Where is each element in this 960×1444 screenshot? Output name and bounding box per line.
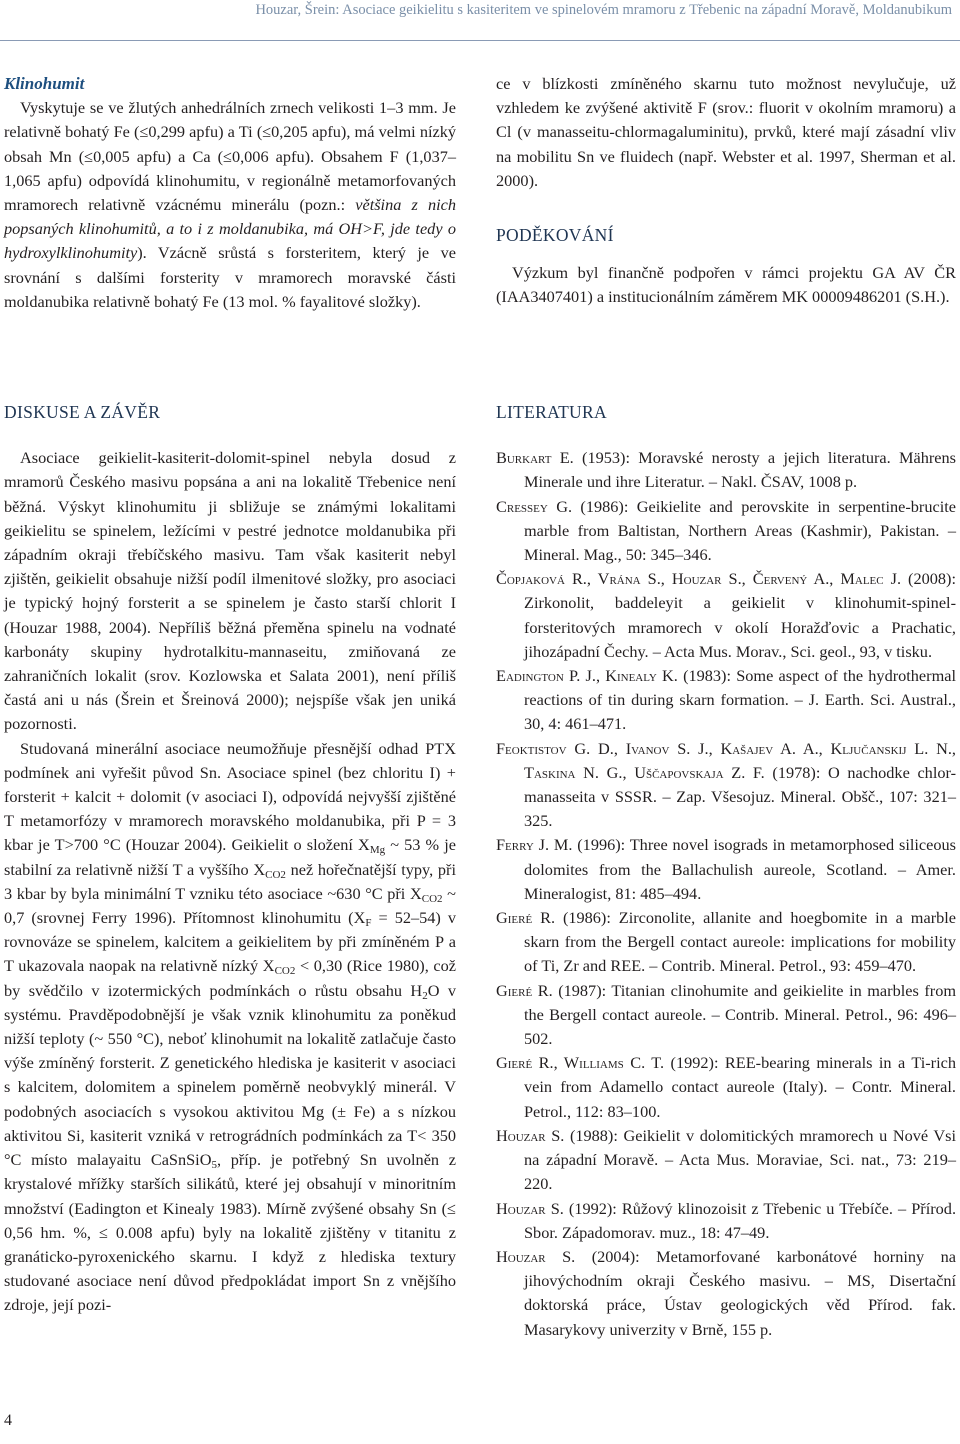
klinohumit-section [4,72,456,314]
reference-item: Čopjaková R., Vrána S., Houzar S., Červený A., Malec J. (2008): Zirkonolit, baddeleyit a geikielit v klinohumit-spinel-forsteritových mramorech v okolí Horažďovic a Prachatic, jihozápadní Čechy. – Acta Mus. Morav., Sci. geol., 93, v tisku. [496,569,956,661]
podekovani-heading: PODĚKOVÁNÍ [496,225,614,246]
diskuse-paragraph-2: Studovaná minerální asociace neumožňuje přesnější odhad PTX podmínek ani vyřešit původ Sn. Asociace spinel (bez chloritu I) + forsterit + kalcit + dolomit (v asociaci I), odpovídá nejvyšší zjištěné T metamorfózy v mramorech moravského moldanubika, při P = 3 kbar je T>700 °C (Houzar 2004). Geikielit o složení $X_{Mg}$ ~ 53 % je stabilní za relativně nižší T a vyššího $X_{CO2}$ než hořečnatější typy, při 3 kbar by byla minimální T vzniku této asociace ~630 °C při $X_{CO2}$ ~ 0,7 (srovnej Ferry 1996). Přítomnost klinohumitu $(X_F = 52-54)$ v rovnováze se spinelem, kalcitem a geikielitem by při zmíněném P a T ukazovala naopak na relativně nízký $X_{CO2} < 0,30$ (Rice 1980), což by svědčilo v izotermických podmínkách o růstu obsahu $H_2O$ v systému. Pravděpodobnější je však vznik klinohumitu za poněkud nižší teploty (~ 550 °C), neboť klinohumit na lokalitě zatlačuje často výše zmíněný forsterit. Z genetického hlediska je kasiterit v asociaci s kalcitem, dolomitem a spinelem poměrně neobvyklý minerál. V podobných asociacích s vysokou aktivitou Mg (± Fe) a s nízkou aktivitou Si, kasiterit vzniká v retrográdních podmínkách za T< 350 °C místo malayaitu CaSnSiO$_5$, příp. je potřebný Sn uvolněn z krystalové mřížky starších silikátů, které jej obsahují v minoritním množství (Eadington et Kinealy 1983). Mírně zvýšené obsahy Sn (≤ 0,56 hm. %, ≤ 0.008 apfu) byly na lokalitě zjištěny v titanitu z granáticko-pyroxenického skarnu. I když z hlediska textury studované asociace není důvod předpokládat import Sn z vnějšího zdroje, její pozi- [4,738,456,1315]
header-rule [0,40,960,41]
reference-item: Gieré R. (1987): Titanian clinohumite and geikielite in marbles from the Bergell contact aureole. – Contrib. Mineral. Petrol., 96: 496–502. [496,980,956,1049]
continuation-paragraph: ce v blízkosti zmíněného skarnu tuto možnost nevylučuje, už vzhledem ke zvýšené aktivitě F (srov.: fluorit v okolním mramoru) a Cl (v manasseitu-chlormagaluminitu), prvků, které mají zásadní vliv na mobilitu Sn ve fluidech (např. Webster et al. 1997, Sherman et al. 2000). [496,74,956,190]
right-continuation [496,72,956,310]
reference-item: Houzar S. (1992): Růžový klinozoisit z Třebenic u Třebíče. – Přírod. Sbor. Západomorav. muz., 18: 47–49. [496,1198,957,1242]
klinohumit-paragraph: Vyskytuje se ve žlutých anhedrálních zrnech velikosti 1–3 mm. Je relativně bohatý Fe (≤0,299 apfu) a Ti (≤0,205 apfu), má velmi nízký obsah Mn (≤0,005 apfu) a Ca (≤0,006 apfu). Obsahem F (1,037–1,065 apfu) odpovídá klinohumitu, v regionálně metamorfovaných mramorech relativně vzácnému minerálu (pozn.: většina z nich popsaných klinohumitů, a to i z moldanubika, má OH>F, jde tedy o hydroxylklinohumity). Vzácně srůstá s forsteritem, který je ve srovnání s dalšími forsterity v mramorech moravské části moldanubika relativně bohatý Fe (13 mol. % fayalitové složky). [4,98,456,311]
reference-item: Gieré R. (1986): Zirconolite, allanite and hoegbomite in a marble skarn from the Bergell contact aureole: implications for mobility of Ti, Zr and REE. – Contrib. Mineral. Petrol., 93: 459–470. [496,908,957,976]
klinohumit-title: Klinohumit [4,74,85,93]
reference-item: Ferry J. M. (1996): Three novel isograds in metamorphosed siliceous dolomites from the Ballachulish aureole, Scotland. – Amer. Mineralogist, 81: 485–494. [496,835,956,903]
reference-item: Houzar S. (1988): Geikielit v dolomitických mramorech u Nové Vsi na západní Moravě. – Acta Mus. Moraviae, Sci. nat., 73: 219–220. [496,1125,956,1194]
running-header: Houzar, Šrein: Asociace geikielitu s kasiteritem ve spinelovém mramoru z Třebenic na západní Moravě, Moldanubikum [255,2,952,18]
diskuse-paragraph-1: Asociace geikielit-kasiterit-dolomit-spinel nebyla dosud z mramorů Českého masivu popsána a ani na lokalitě Třebenice není běžná. Výskyt klinohumitu ji sbližuje se známými lokalitami geikielitu se spinelem, ležícími v pestré jednotce moldanubika při západním okraji třebíčského masivu. Tam však kasiterit nebyl zjištěn, geikielit obsahuje nižší podíl ilmenitové složky, pro asociaci je typický hojný forsterit a se spinelem je často starší chlorit I (Houzar 1988, 2004). Nepříliš běžná přeměna spinelu na vodnaté karbonáty skupiny hydrotalkitu-mannaseitu, zmiňovaná ze zahraničních lokalit (srov. Kozlowska et Salata 2001), není příliš častá ani u nás (Šrein et Šreinová 2000); nejspíše však jen uniká pozornosti. [4,448,456,734]
podekovani-paragraph: Výzkum byl finančně podpořen v rámci projektu GA AV ČR (IAA3407401) a institucionálním záměrem MK 00009486201 (S.H.). [496,263,956,307]
page-number: 4 [4,1412,12,1429]
literatura-section [496,400,956,1342]
reference-item: Houzar S. (2004): Metamorfované karbonátové horniny na jihovýchodním okraji Českého masivu. – MS, Disertační doktorská práce, Ústav geologických věd Přírod. fak. Masarykovy univerzity v Brně, 155 p. [496,1246,956,1339]
literatura-heading: LITERATURA [496,402,607,422]
reference-item: Cressey G. (1986): Geikielite and perovskite in serpentine-brucite marble from Baltistan, Northern Areas (Kashmir), Pakistan. – Mineral. Mag., 50: 345–346. [496,496,956,565]
diskuse-heading: DISKUSE A ZÁVĚR [4,402,161,422]
reference-list [496,446,956,1342]
reference-item: Gieré R., Williams C. T. (1992): REE-bearing minerals in a Ti-rich vein from Adamello contact aureole (Italy). – Contr. Mineral. Petrol., 112: 83–100. [496,1053,956,1121]
reference-item: Burkart E. (1953): Moravské nerosty a jejich literatura. Mährens Minerale und ihre Literatur. – Nakl. ČSAV, 1008 p. [496,448,956,492]
reference-item: Feoktistov G. D., Ivanov S. J., Kašajev A. A., Ključanskij L. N., Taskina N. G., Uščapovskaja Z. F. (1978): O nachodke chlor-manasseita v SSSR. – Zap. Všesojuz. Mineral. Obšč., 107: 321–325. [496,738,956,831]
diskuse-section [4,400,456,1318]
reference-item: Eadington P. J., Kinealy K. (1983): Some aspect of the hydrothermal reactions of tin during skarn formation. – J. Earth. Sci. Austral., 30, 4: 461–471. [496,666,956,734]
